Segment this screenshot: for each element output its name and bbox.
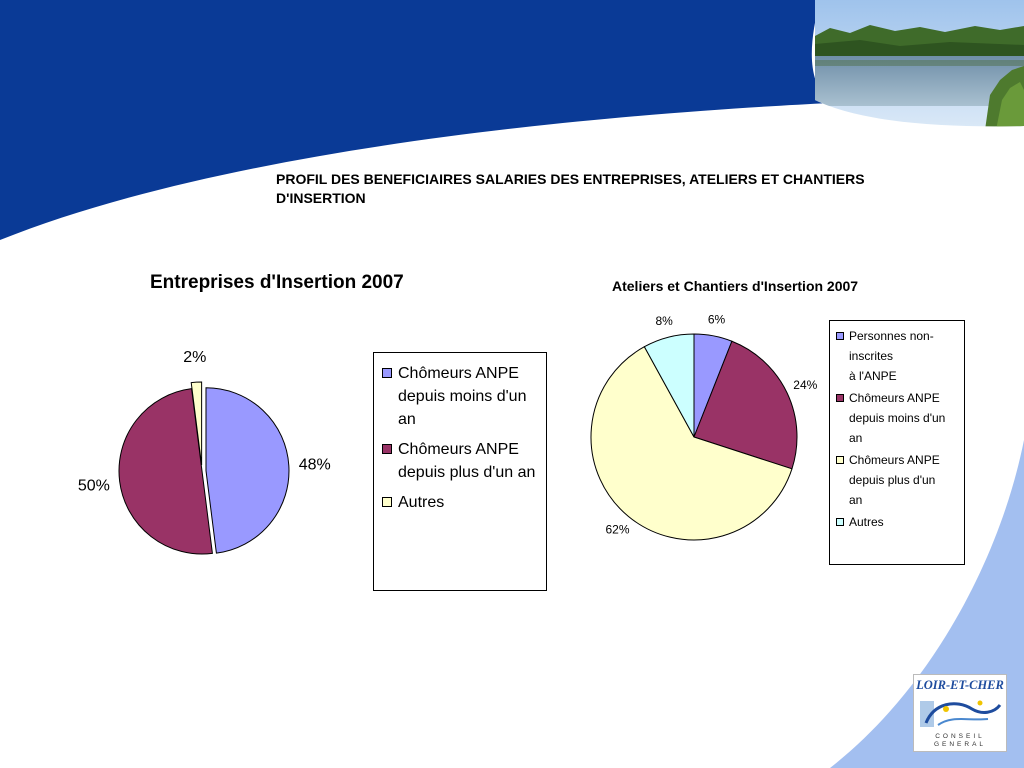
logo-emblem-icon	[916, 693, 1006, 731]
legend-label: Chômeurs ANPE depuis plus d'un an	[398, 441, 536, 481]
legend-label-line: an	[849, 493, 863, 507]
pie-data-label: 6%	[707, 312, 726, 327]
legend-label-line: Personnes non-	[849, 329, 934, 343]
legend-swatch	[836, 518, 844, 526]
legend-label-line: an	[849, 431, 863, 445]
logo-subtitle-line: CONSEIL	[935, 733, 985, 740]
legend-swatch	[836, 332, 844, 340]
pie-data-label: 2%	[183, 348, 207, 366]
logo-wordmark: LOIR-ET-CHER	[916, 678, 1004, 692]
legend-ateliers	[829, 320, 965, 565]
legend-item	[836, 512, 961, 532]
legend-label: Chômeurs ANPE depuis moins d'un an	[398, 365, 527, 428]
pie-data-label: 8%	[655, 313, 673, 328]
chart-title-ateliers: Ateliers et Chantiers d'Insertion 2007	[612, 278, 859, 294]
legend-label-line: Chômeurs ANPE	[849, 391, 940, 405]
legend-label-line: à l'ANPE	[849, 369, 897, 383]
legend-swatch	[836, 394, 844, 402]
legend-swatch	[836, 456, 844, 464]
slide-title: PROFIL DES BENEFICIAIRES SALARIES DES ENTREPRISES, ATELIERS ET CHANTIERS D'INSERTION	[276, 171, 865, 206]
loir-et-cher-logo	[913, 674, 1007, 752]
legend-label-line: inscrites	[849, 349, 894, 363]
legend-label-line: Autres	[849, 515, 884, 529]
pie-data-label: 62%	[605, 522, 630, 537]
pie-data-label: 50%	[77, 477, 110, 495]
logo-subtitle-line: GENERAL	[933, 741, 987, 748]
legend-label-line: depuis plus d'un	[849, 473, 936, 487]
pie-data-label: 48%	[298, 456, 331, 474]
legend-label-line: Chômeurs ANPE	[849, 453, 940, 467]
legend-label: Autres	[398, 494, 445, 511]
pie-data-label: 24%	[793, 377, 818, 392]
legend-item	[836, 450, 961, 510]
chart-title-entreprises: Entreprises d'Insertion 2007	[150, 272, 404, 293]
logo-subtitle	[914, 733, 1006, 749]
legend-item	[836, 388, 961, 448]
legend-item	[836, 326, 961, 386]
legend-label-line: depuis moins d'un	[849, 411, 946, 425]
